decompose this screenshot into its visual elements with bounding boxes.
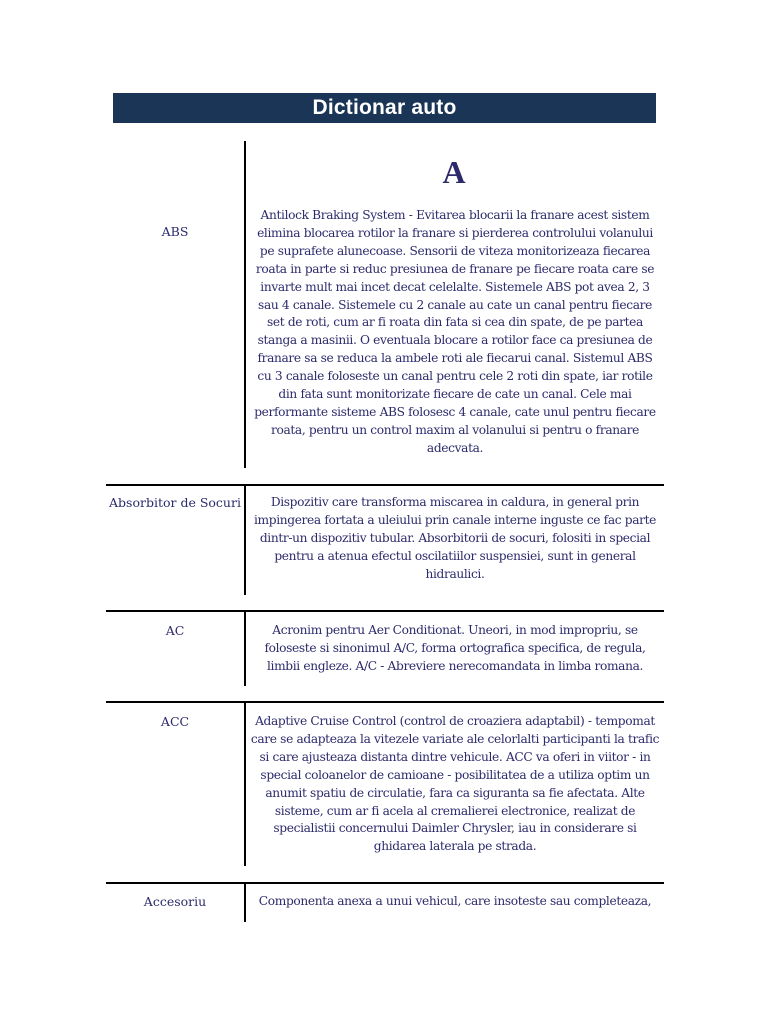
page-title: Dictionar auto	[312, 96, 457, 119]
entry-term: Accesoriu	[143, 894, 207, 909]
entry-term: Absorbitor de Socuri	[109, 495, 241, 510]
column-divider	[244, 485, 246, 595]
entry-definition: Acronim pentru Aer Conditionat. Uneori, in mod impropriu, se foloseste si sinonimul A/C, forma ortografica specifica, de regula, limbii engleze. A/C - Abreviere nerecomandata in limba romana.	[264, 623, 646, 673]
column-divider	[244, 883, 246, 922]
entry-separator	[106, 882, 664, 884]
column-divider	[244, 141, 246, 468]
entry-term: AC	[165, 623, 185, 638]
entry-definition: Dispozitiv care transforma miscarea in caldura, in general prin impingerea fortata a uleiului prin canale interne inguste ce fac parte dintr-un dispozitiv tubular. Absorbitorii de socuri, folositi in special pentru a atenua efectul oscilatiilor suspensiei, sunt in general hidraulici.	[253, 495, 657, 581]
entry-definition: Adaptive Cruise Control (control de croaziera adaptabil) - tempomat care se adapteaza la vitezele variate ale celorlalti participanti la trafic si care ajusteaza distanta dintre vehicule. ACC va oferi in viitor - in special coloanelor de camioane - posibilitatea de a utiliza optim un anumit spatiu de circulatie, fara ca siguranta sa fie afectata. Alte sisteme, cum ar fi acela al cremalierei electronice, realizat de specialistii concernului Daimler Chrysler, iau in considerare si ghidarea laterala pe strada.	[250, 714, 660, 854]
entry-definition: Antilock Braking System - Evitarea blocarii la franare acest sistem elimina blocarea rotilor la franare si pierderea controlului volanului pe suprafete alunecoase. Sensorii de viteza monitorizeaza fiecarea roata in parte si reduc presiunea de franare pe fiecare roata care se invarte mult mai incet decat celelalte. Sistemele ABS pot avea 2, 3 sau 4 canale. Sistemele cu 2 canale au cate un canal pentru fiecare set de roti, cum ar fi roata din fata si cea din spate, de pe partea stanga a masinii. O eventuala blocare a rotilor face ca presiunea de franare sa se reduca la ambele roti ale fiecarui canal. Sistemul ABS cu 3 canale foloseste un canal pentru cele 2 roti din spate, iar rotile din fata sunt monitorizate fiecare de cate un canal. Cele mai performante sisteme ABS folosesc 4 canale, cate unul pentru fiecare roata, pentru un control maxim al volanului si pentru o franare adecvata.	[254, 208, 656, 455]
entry-term: ABS	[161, 224, 189, 239]
entry-separator	[106, 701, 664, 703]
section-letter-heading: A	[442, 154, 466, 190]
column-divider	[244, 702, 246, 866]
column-divider	[244, 611, 246, 686]
entry-term: ACC	[160, 714, 190, 729]
entry-definition: Componenta anexa a unui vehicul, care insoteste sau completeaza,	[258, 894, 652, 908]
title-bar	[113, 93, 656, 123]
entry-separator	[106, 484, 664, 486]
entry-separator	[106, 610, 664, 612]
